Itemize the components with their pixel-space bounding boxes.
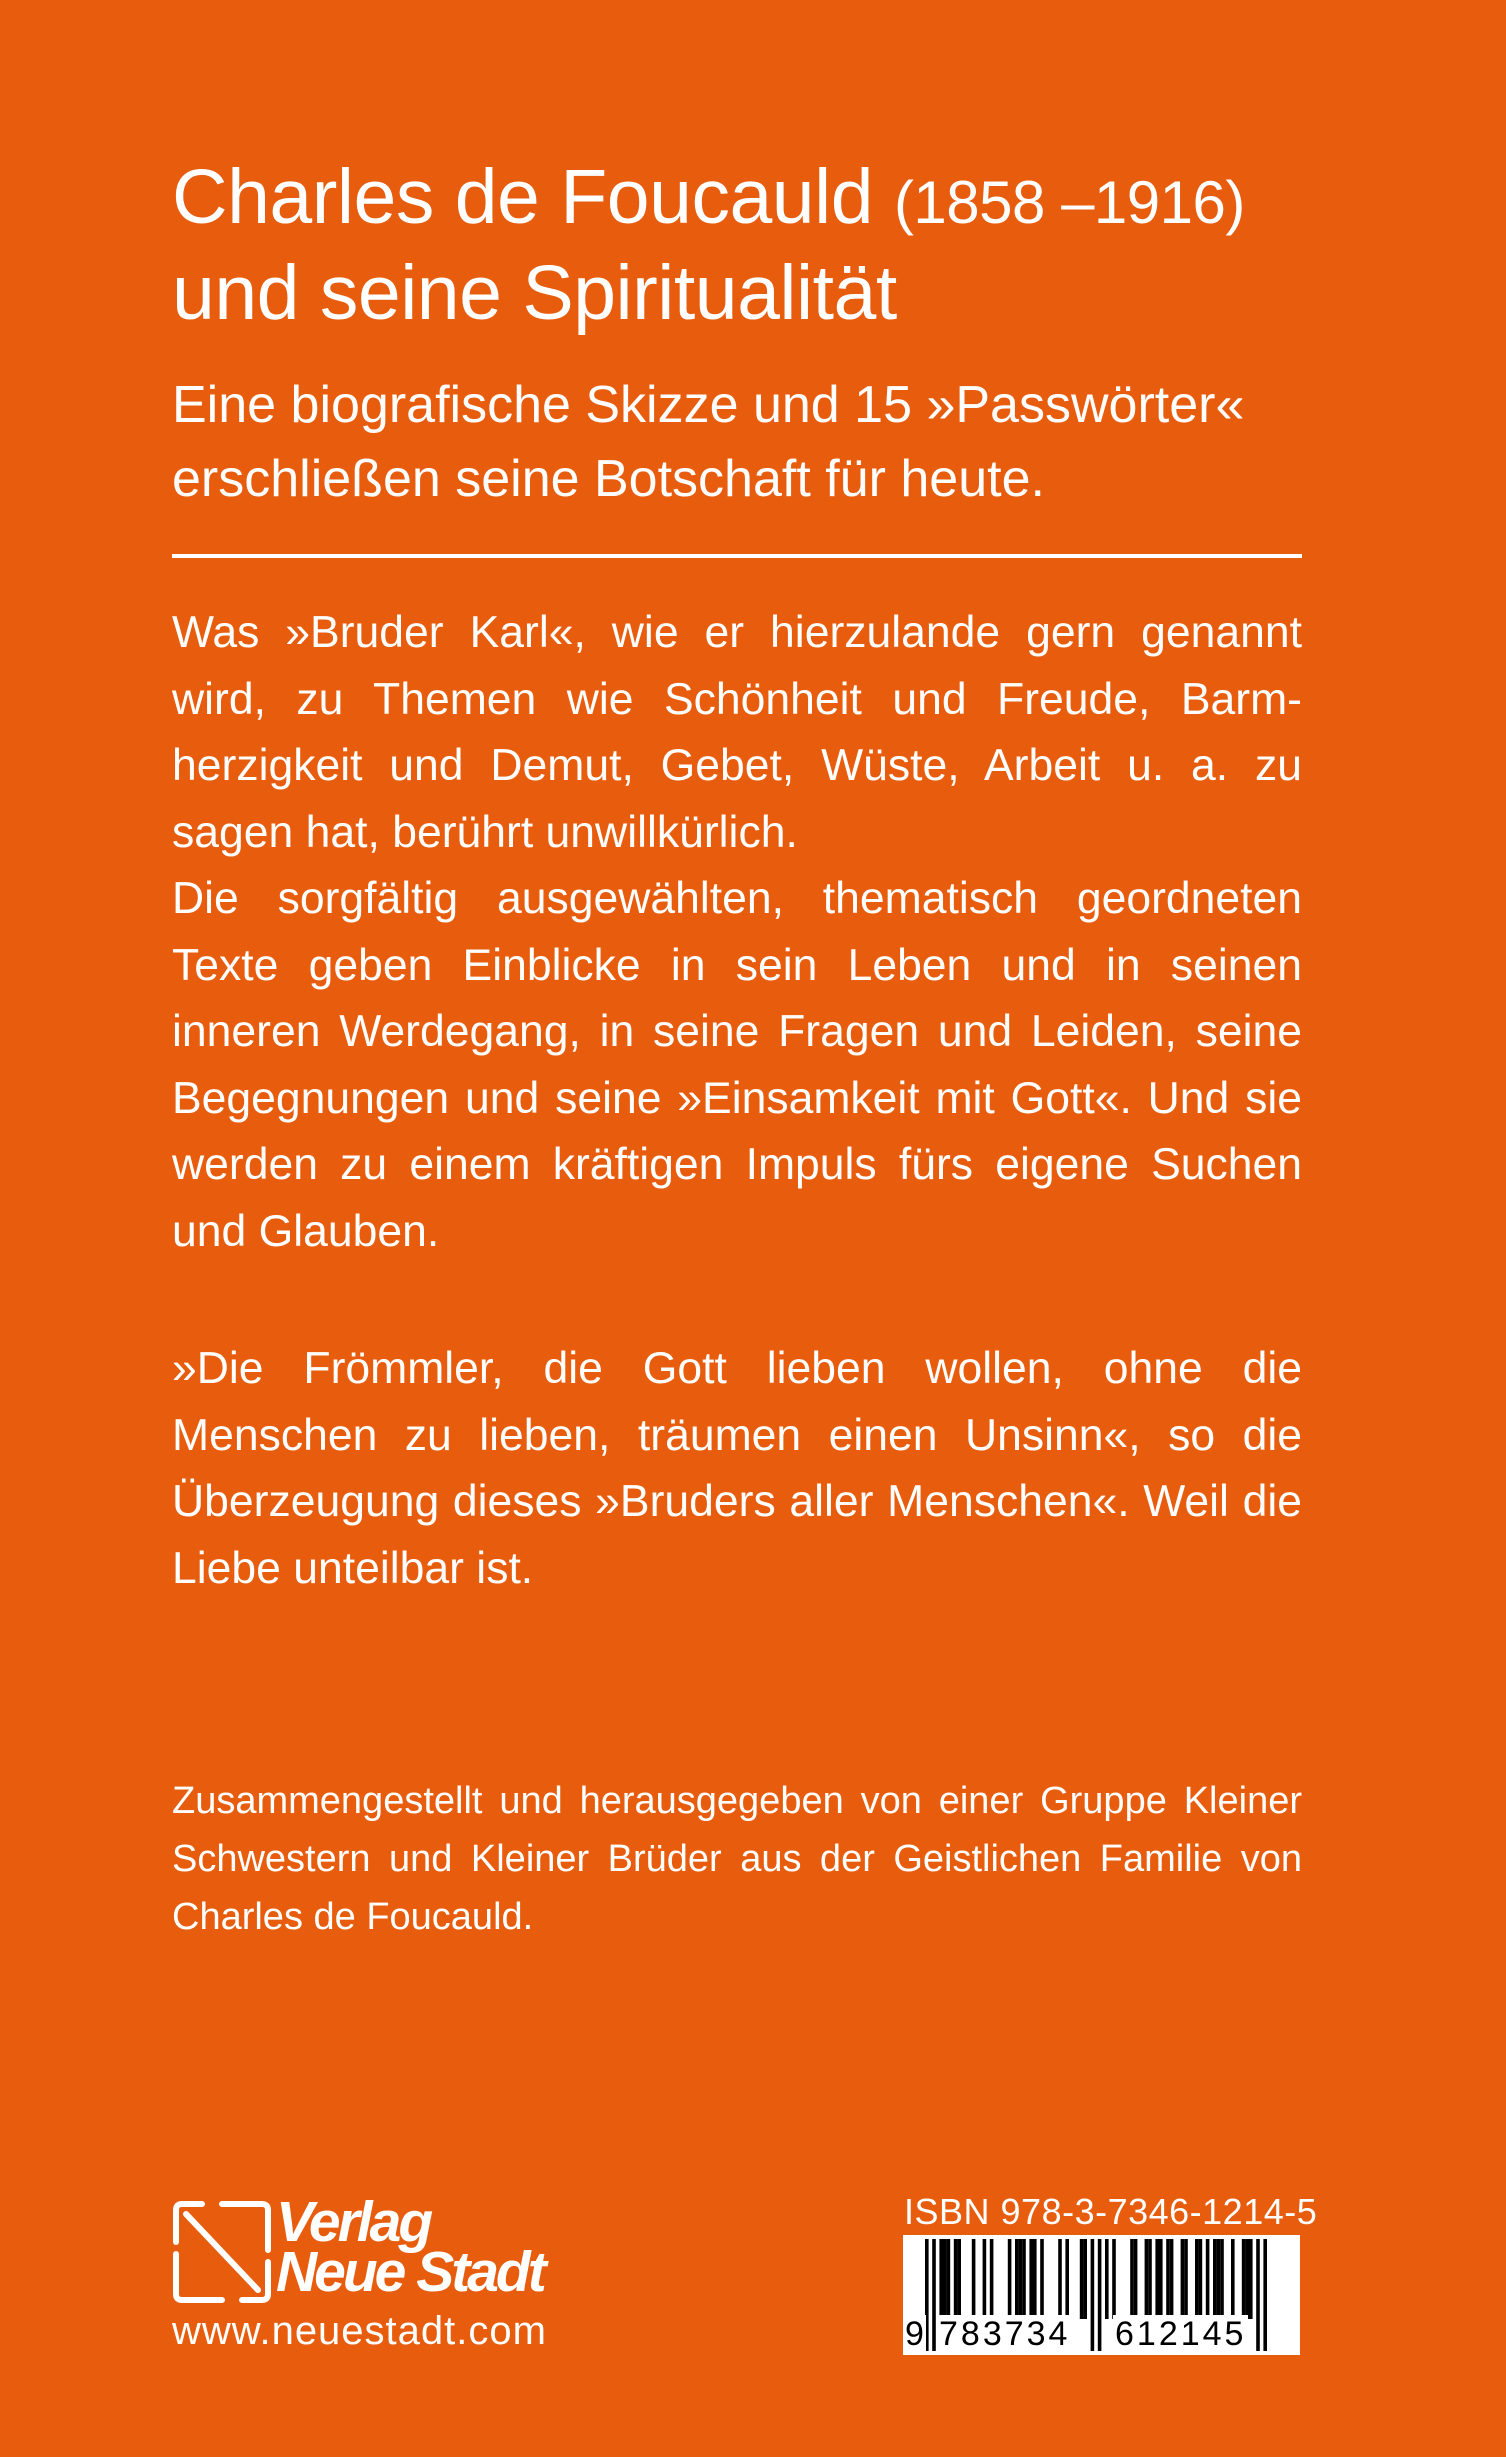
barcode-bar xyxy=(1015,2239,1019,2319)
barcode-bar xyxy=(947,2239,951,2319)
barcode-bar xyxy=(1170,2239,1174,2319)
barcode-bar xyxy=(1091,2239,1095,2351)
quote: »Die Frömmler, die Gott lieben wollen, ohne die Menschen zu lieben, träumen einen Unsinn«, so die Überzeugung dieses »Bruders aller Menschen«. Weil die Liebe unteilbar ist. xyxy=(172,1344,1302,1593)
divider-rule xyxy=(172,554,1302,558)
barcode-bar xyxy=(1098,2239,1102,2351)
publisher-logo xyxy=(172,2190,612,2320)
barcode-bar xyxy=(1008,2239,1012,2319)
barcode-bar xyxy=(1159,2239,1163,2319)
barcode-bar xyxy=(1263,2239,1267,2351)
barcode-bar xyxy=(1213,2239,1217,2319)
subtitle-line-2: erschließen seine Botschaft für heute. xyxy=(172,450,1045,508)
description-paragraph-1: Was »Bruder Karl«, wie er hierzulande gern genannt wird, zu Themen wie Schönheit und Freude, Barmherzigkeit und Demut, Gebet, Wüste, Arbeit u. a. zu sagen hat, berührt unwillkürlich. xyxy=(172,608,1302,857)
barcode-bar xyxy=(1199,2239,1203,2319)
barcode-bar xyxy=(1256,2239,1260,2351)
description-paragraph-2: Die sorgfältig ausgewählten, thematisch geordneten Texte geben Einblicke in sein Leben und in seinen inneren Werdegang, in seine Fragen und Leiden, seine Begegnungen und seine »Einsamkeit mit Gott«. Und sie werden zu einem kräftigen Impuls fürs eigene Suchen und Glauben. xyxy=(172,874,1302,1256)
isbn-label: ISBN 978-3-7346-1214-5 xyxy=(904,2191,1318,2232)
barcode-bar xyxy=(972,2239,976,2319)
barcode-bar xyxy=(1249,2239,1253,2319)
editor-note: Zusammengestellt und herausgegeben von einer Gruppe Kleiner Schwestern und Kleiner Brüder aus der Geistlichen Familie von Charles de Foucauld. xyxy=(172,1780,1302,1938)
barcode-bar xyxy=(932,2239,936,2351)
barcode-bar xyxy=(990,2239,994,2319)
publisher-logo-line-1: Verlag xyxy=(276,2190,431,2254)
barcode-bar xyxy=(1184,2239,1188,2319)
barcode-bar xyxy=(1019,2239,1023,2319)
barcode-bar xyxy=(1029,2239,1033,2319)
barcode-bar xyxy=(1242,2239,1246,2319)
subtitle xyxy=(172,368,1302,516)
barcode-bar xyxy=(1112,2239,1116,2319)
barcode-bar xyxy=(1155,2239,1159,2319)
publisher-website: www.neuestadt.com xyxy=(172,2309,547,2353)
barcode-bar xyxy=(1130,2239,1134,2319)
barcode-digits-right: 612145 xyxy=(1115,2315,1247,2353)
barcode-bar xyxy=(1145,2239,1149,2319)
barcode-bar xyxy=(1220,2239,1224,2319)
isbn-barcode xyxy=(903,2235,1300,2355)
barcode-bar xyxy=(1083,2239,1087,2319)
description xyxy=(172,600,1302,1265)
barcode-bar xyxy=(1022,2239,1026,2319)
barcode-bar xyxy=(1245,2239,1249,2319)
barcode-bar xyxy=(1195,2239,1199,2319)
barcode-bar xyxy=(1148,2239,1152,2319)
publisher-logo-line-2: Neue Stadt xyxy=(276,2240,544,2304)
publisher-logo-mark-icon xyxy=(172,2200,272,2304)
barcode-bar xyxy=(1181,2239,1185,2319)
title-main: Charles de Foucauld xyxy=(172,154,874,240)
barcode-bar xyxy=(1206,2239,1210,2319)
barcode-bar xyxy=(939,2239,943,2319)
barcode-bar xyxy=(1080,2239,1084,2319)
subtitle-line-1: Eine biografische Skizze und 15 »Passwörter« xyxy=(172,376,1245,434)
barcode-digits-left: 783734 xyxy=(939,2315,1071,2353)
barcode-bar xyxy=(1134,2239,1138,2319)
title-line-2: und seine Spiritualität xyxy=(172,250,897,336)
barcode-bar xyxy=(1033,2239,1037,2319)
barcode-digit-first: 9 xyxy=(905,2315,924,2353)
barcode-bar xyxy=(943,2239,947,2319)
title-line-1 xyxy=(172,152,1302,248)
barcode-bar xyxy=(1065,2239,1069,2319)
barcode-bar xyxy=(1217,2239,1221,2319)
title-years: (1858 –1916) xyxy=(893,169,1245,236)
barcode-bar xyxy=(1166,2239,1170,2319)
barcode-bar xyxy=(1058,2239,1062,2319)
barcode-bar xyxy=(1040,2239,1044,2319)
barcode-bar xyxy=(1105,2239,1109,2319)
barcode-bar xyxy=(983,2239,987,2319)
barcode-bar xyxy=(954,2239,958,2319)
barcode-bar xyxy=(957,2239,961,2319)
title-block xyxy=(172,152,1302,338)
barcode-bar xyxy=(1231,2239,1235,2319)
